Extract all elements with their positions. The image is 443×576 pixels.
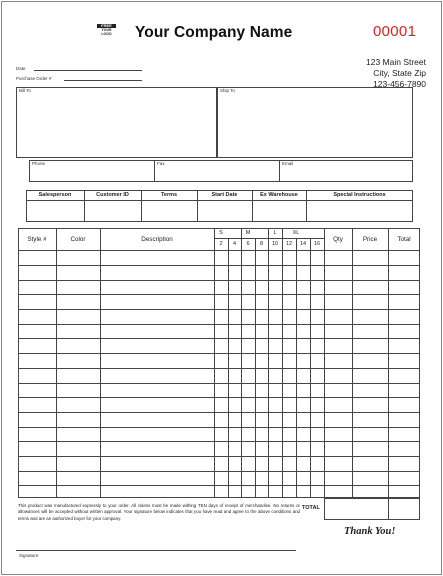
- terms-fine-print: This product was manufactured expressly to your order. All claims must be made withing TEN days of receipt of merchandise. No returns or allowances will be accepted without written approval. Your signature below indicates that you have read and agree to the above conditions and terms and are an authorized buyer for your company.: [18, 503, 300, 521]
- grand-total-box[interactable]: [324, 498, 420, 520]
- thank-you-text: Thank You!: [344, 526, 396, 537]
- bill-to-box[interactable]: [16, 87, 217, 158]
- column-divider: [324, 228, 325, 498]
- size-group-xl: XL: [292, 230, 300, 236]
- salesperson-header: Salesperson: [38, 192, 72, 198]
- table-row-line: [18, 471, 420, 472]
- size-header-line: [214, 238, 324, 239]
- size-group-m: M: [245, 230, 251, 236]
- column-divider: [352, 228, 353, 498]
- table-row-line: [18, 353, 420, 354]
- email-label: Email: [282, 161, 294, 166]
- logo-your-text: YOUR: [101, 28, 112, 32]
- logo-placeholder: [97, 24, 116, 42]
- description-column-header: Description: [141, 236, 173, 243]
- column-divider: [388, 228, 389, 498]
- table-row-line: [18, 265, 420, 266]
- grand-total-divider: [388, 498, 389, 520]
- size-4: 4: [232, 241, 237, 247]
- size-group-s: S: [219, 230, 223, 236]
- column-divider: [214, 228, 215, 498]
- logo-free-text: FREE: [97, 24, 116, 28]
- date-field[interactable]: [34, 70, 142, 71]
- purchase-order-label: Purchase Order #: [16, 76, 52, 81]
- purchase-order-field[interactable]: [64, 80, 142, 81]
- size-12: 12: [285, 241, 293, 247]
- address-phone: 123-456-7890: [373, 79, 426, 89]
- contact-divider-2: [279, 160, 280, 182]
- items-table: [18, 228, 420, 498]
- ex-warehouse-header: Ex Warehouse: [260, 192, 298, 198]
- size-2: 2: [219, 241, 223, 247]
- ship-to-box[interactable]: [217, 87, 413, 158]
- start-date-header: Start Date: [211, 192, 238, 198]
- size-group-divider: [282, 228, 283, 498]
- total-column-header: Total: [397, 236, 411, 243]
- style-column-header: Style #: [27, 236, 47, 243]
- table-row-line: [18, 324, 420, 325]
- size-14: 14: [299, 241, 307, 247]
- company-address: [366, 57, 426, 90]
- price-column-header: Price: [362, 236, 378, 243]
- size-group-divider: [241, 228, 242, 498]
- table-row-line: [18, 294, 420, 295]
- column-divider: [56, 228, 57, 498]
- logo-logo-text: LOGO: [101, 32, 112, 36]
- contact-row: [29, 160, 413, 182]
- date-label: Date: [16, 66, 26, 71]
- special-instructions-header: Special Instructions: [333, 192, 386, 198]
- table-row-line: [18, 397, 420, 398]
- size-16: 16: [313, 241, 321, 247]
- size-8: 8: [259, 241, 264, 247]
- table-row-line: [18, 441, 420, 442]
- table-row-line: [18, 309, 420, 310]
- qty-column-header: Qty: [333, 236, 343, 243]
- company-name: Your Company Name: [135, 24, 293, 41]
- size-group-divider: [268, 228, 269, 498]
- size-group-l: L: [273, 230, 277, 236]
- contact-divider-1: [154, 160, 155, 182]
- table-row-line: [18, 412, 420, 413]
- table-row-line: [18, 383, 420, 384]
- terms-header: Terms: [160, 192, 178, 198]
- phone-label: Phone: [32, 161, 46, 166]
- ship-to-label: Ship To: [220, 88, 235, 93]
- table-row-line: [18, 427, 420, 428]
- table-row-line: [18, 456, 420, 457]
- customer-id-header: Customer ID: [96, 192, 129, 198]
- signature-label: Signature: [19, 553, 39, 558]
- color-column-header: Color: [70, 236, 86, 243]
- table-row-line: [18, 368, 420, 369]
- table-row-line: [18, 338, 420, 339]
- signature-line[interactable]: [16, 550, 296, 551]
- column-divider: [100, 228, 101, 498]
- form-number: 00001: [373, 23, 417, 40]
- total-label: TOTAL: [302, 505, 320, 511]
- address-city: City, State Zip: [373, 68, 426, 78]
- table-row-line: [18, 280, 420, 281]
- fax-label: Fax: [157, 161, 165, 166]
- table-row-line: [18, 485, 420, 486]
- size-6: 6: [246, 241, 250, 247]
- bill-to-label: Bill To: [19, 88, 31, 93]
- size-10: 10: [271, 241, 279, 247]
- address-street: 123 Main Street: [365, 57, 426, 67]
- table-header-line: [18, 250, 420, 251]
